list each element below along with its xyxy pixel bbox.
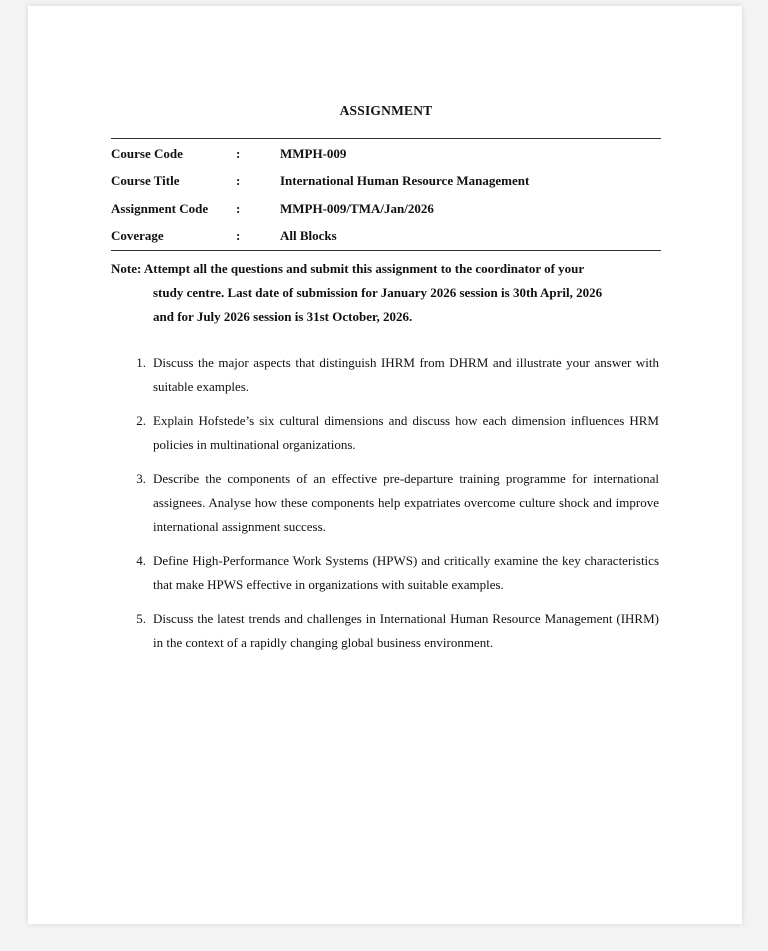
question-number: 3. (136, 471, 146, 486)
assignment-code-row (111, 195, 661, 223)
assignment-title: ASSIGNMENT (339, 103, 433, 118)
question-text: Explain Hofstede’s six cultural dimensions and discuss how each dimension influences HRM policies in multinational organizations. (153, 413, 659, 452)
course-title-row (111, 168, 661, 196)
info-label: Coverage (111, 228, 164, 244)
info-label: Course Code (111, 145, 183, 161)
note-line: and for July 2026 session is 31st October, 2026. (153, 309, 413, 324)
question-item (111, 409, 659, 457)
info-label: Course Title (111, 173, 180, 189)
info-value: MMPH-009 (280, 145, 347, 161)
question-item (111, 351, 659, 399)
question-text: Discuss the major aspects that distinguish IHRM from DHRM and illustrate your answer with suitable examples. (153, 355, 659, 394)
question-text: Describe the components of an effective pre-departure training programme for international assignees. Analyse how these components help expatriates overcome culture shock and improve international assignment success. (153, 471, 659, 534)
info-colon: : (236, 145, 241, 161)
question-number: 2. (136, 413, 146, 428)
course-info-table (111, 138, 661, 251)
info-value: MMPH-009/TMA/Jan/2026 (280, 200, 434, 216)
question-text: Define High-Performance Work Systems (HPWS) and critically examine the key characteristics that make HPWS effective in organizations with suitable examples. (153, 553, 659, 592)
question-number: 5. (136, 611, 146, 626)
question-list (111, 351, 659, 665)
info-label: Assignment Code (111, 200, 209, 216)
question-number: 1. (136, 355, 146, 370)
course-code-row (111, 140, 661, 168)
coverage-row (111, 223, 661, 251)
question-number: 4. (136, 553, 146, 568)
info-colon: : (236, 228, 241, 244)
document-page (28, 6, 742, 924)
info-value: International Human Resource Management (280, 173, 530, 189)
question-item (111, 607, 659, 655)
question-text: Discuss the latest trends and challenges in International Human Resource Management (IHRM) in the context of a rapidly changing global business environment. (153, 611, 659, 650)
question-item (111, 549, 659, 597)
note-line: Note: Attempt all the questions and submit this assignment to the coordinator of your (111, 261, 585, 276)
submission-note (111, 257, 641, 329)
info-value: All Blocks (280, 228, 337, 244)
info-colon: : (236, 200, 241, 216)
note-line: study centre. Last date of submission for January 2026 session is 30th April, 2026 (153, 285, 603, 300)
info-colon: : (236, 173, 241, 189)
question-item (111, 467, 659, 539)
